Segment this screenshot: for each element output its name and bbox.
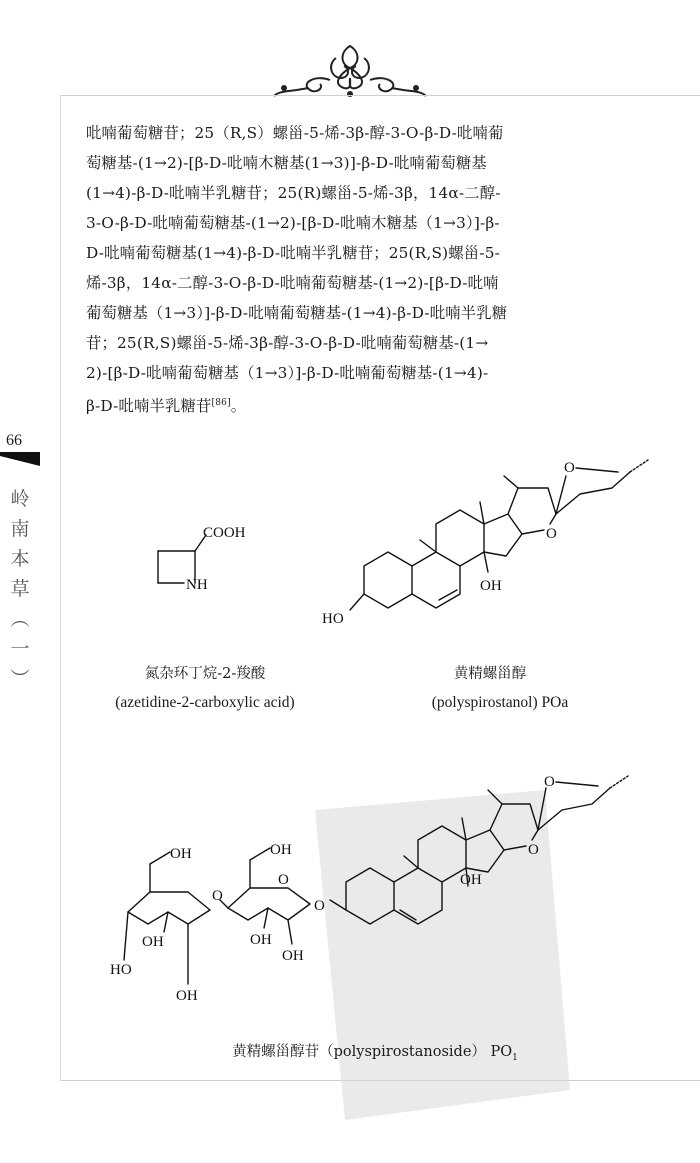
text-line: D-吡喃葡萄糖基(1→4)-β-D-吡喃半乳糖苷；25(R,S)螺甾-5-	[86, 244, 501, 262]
oh-b-label: OH	[250, 932, 272, 948]
text-line: 苷；25(R,S)螺甾-5-烯-3β-醇-3-O-β-D-吡喃葡萄糖基-(1→	[86, 334, 489, 352]
text-line: 萄糖基-(1→2)-[β-D-吡喃木糖基(1→3)]-β-D-吡喃葡萄糖基	[86, 154, 487, 172]
po1-structure	[110, 760, 645, 1010]
page-number: 66	[6, 432, 22, 449]
ring-f-oxygen: O	[544, 774, 555, 790]
azetidine-structure	[140, 505, 270, 605]
text-line-last: β-D-吡喃半乳糖苷[86]。	[86, 397, 247, 416]
oh-a-label: OH	[270, 842, 292, 858]
oh-c-label: OH	[282, 948, 304, 964]
oh-e-label: OH	[170, 846, 192, 862]
linkage-oxygen: O	[212, 888, 223, 904]
page-tab-marker	[0, 452, 40, 466]
text-line: (1→4)-β-D-吡喃半乳糖苷；25(R)螺甾-5-烯-3β，14α-二醇-	[86, 184, 501, 202]
po1-caption: 黄精螺甾醇苷（polyspirostanoside） $PO_1$	[232, 1044, 518, 1063]
text-line: 吡喃葡萄糖苷；25（R,S）螺甾-5-烯-3β-醇-3-O-β-D-吡喃葡	[86, 124, 504, 142]
oh-f-label: OH	[142, 934, 164, 950]
sugar-ring-oxygen: O	[278, 872, 289, 888]
oh14-label: OH	[460, 872, 482, 888]
nh-label: NH	[186, 577, 208, 593]
margin-rule	[60, 95, 61, 1080]
cooh-label: COOH	[203, 525, 246, 541]
oh-g-label: OH	[176, 988, 198, 1004]
text-line: 烯-3β，14α-二醇-3-O-β-D-吡喃葡萄糖基-(1→2)-[β-D-吡喃	[86, 274, 499, 292]
ring-e-oxygen: O	[546, 526, 557, 542]
text-line: 3-O-β-D-吡喃葡萄糖基-(1→2)-[β-D-吡喃木糖基（1→3）]-β-	[86, 214, 500, 232]
poa-caption-en: (polyspirostanol) POa	[431, 694, 569, 711]
text-line: 2)-[β-D-吡喃葡萄糖基（1→3）]-β-D-吡喃葡萄糖基-(1→4)-	[86, 364, 489, 382]
body-paragraph	[86, 118, 664, 418]
poa-structure	[318, 448, 663, 628]
oh-label: OH	[480, 578, 502, 594]
glycosidic-oxygen: O	[314, 898, 325, 914]
text-line: 葡萄糖基（1→3）]-β-D-吡喃葡萄糖基-(1→4)-β-D-吡喃半乳糖	[86, 304, 508, 322]
azetidine-caption-en: (azetidine-2-carboxylic acid)	[115, 694, 295, 711]
azetidine-caption-cn: 氮杂环丁烷-2-羧酸	[144, 666, 266, 682]
citation-ref: [86]	[211, 398, 231, 408]
ho-d-label: HO	[110, 962, 132, 978]
ring-e-oxygen: O	[528, 842, 539, 858]
header-ornament	[270, 38, 430, 100]
ring-f-oxygen: O	[564, 460, 575, 476]
book-title-vertical: 岭 南 本 草 ︵ 一 ︶	[10, 488, 30, 690]
poa-caption-cn: 黄精螺甾醇	[453, 666, 527, 682]
top-rule	[60, 95, 700, 96]
ho-label: HO	[322, 611, 344, 627]
